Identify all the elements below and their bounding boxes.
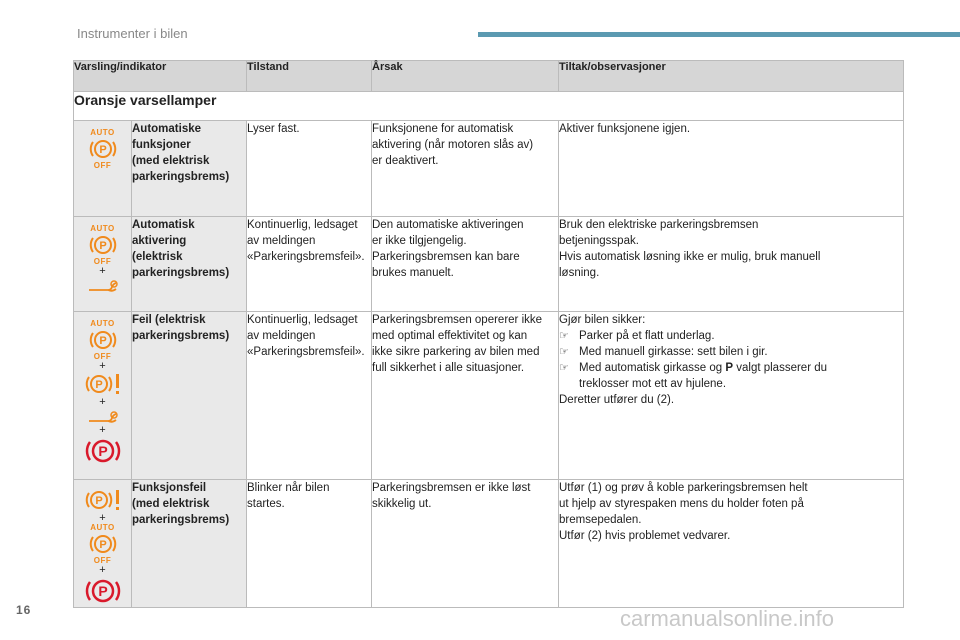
action-line: Utfør (2) hvis problemet vedvarer. [559, 530, 731, 542]
auto-park-brake-icon [89, 328, 117, 352]
cause-cell [372, 312, 559, 480]
svg-text:P: P [98, 335, 107, 347]
svg-text:P: P [98, 144, 107, 156]
svg-text:P: P [98, 539, 107, 551]
indicator-line: Automatisk [132, 219, 195, 231]
cause-line: Funksjonene for automatisk [372, 123, 514, 135]
state-cell [247, 312, 372, 480]
cause-line: med optimal effektivitet og kan [372, 330, 528, 342]
cause-line: Parkeringsbremsen er ikke løst [372, 482, 531, 494]
action-outro: Deretter utfører du (2). [559, 394, 675, 406]
page-header-title: Instrumenter i bilen [77, 26, 188, 41]
indicator-line: parkeringsbrems) [132, 514, 230, 526]
action-line: bremsepedalen. [559, 514, 642, 526]
table-row [74, 217, 904, 312]
auto-label: AUTO [90, 224, 115, 233]
state-line: av meldingen [247, 235, 316, 247]
plus-sign: + [99, 360, 106, 372]
off-label: OFF [93, 556, 112, 565]
bullet-text: valgt plasserer du [733, 362, 828, 374]
park-brake-fault-icon [83, 371, 123, 397]
off-label: OFF [93, 161, 112, 170]
off-label: OFF [93, 352, 112, 361]
plus-sign: + [99, 396, 106, 408]
column-header-cause: Årsak [372, 61, 559, 92]
warning-lamps-table [73, 60, 904, 608]
page-number: 16 [16, 603, 32, 617]
action-line: Hvis automatisk løsning ikke er mulig, bruk manuell [559, 251, 821, 263]
auto-label: AUTO [90, 319, 115, 328]
column-header-action: Tiltak/observasjoner [559, 61, 904, 92]
action-line: betjeningsspak. [559, 235, 639, 247]
cause-cell [372, 480, 559, 608]
auto-label: AUTO [90, 523, 115, 532]
state-text: Lyser fast. [247, 123, 300, 135]
gear-p-label: P [725, 362, 734, 374]
action-cell [559, 121, 904, 217]
action-intro: Gjør bilen sikker: [559, 314, 646, 326]
action-cell [559, 312, 904, 480]
state-line: Kontinuerlig, ledsaget [247, 219, 358, 231]
cause-line: Parkeringsbremsen opererer ikke [372, 314, 543, 326]
table-header-row [74, 61, 904, 92]
column-header-indicator: Varsling/indikator [74, 61, 247, 92]
off-label: OFF [93, 257, 112, 266]
auto-label: AUTO [90, 128, 115, 137]
cause-line: brukes manuelt. [372, 267, 454, 279]
plus-sign: + [99, 564, 106, 576]
state-line: av meldingen [247, 330, 316, 342]
indicator-line: (med elektrisk [132, 155, 210, 167]
indicator-line: parkeringsbrems) [132, 267, 230, 279]
indicator-icon-cell [74, 312, 132, 480]
indicator-icon-cell [74, 217, 132, 312]
section-title: Oransje varsellamper [74, 92, 904, 121]
column-header-state: Tilstand [247, 61, 372, 92]
table-row [74, 121, 904, 217]
action-line: Utfør (1) og prøv å koble parkeringsbremsen helt [559, 482, 808, 494]
bullet-item [559, 360, 903, 392]
bullet-text: treklosser mot ett av hjulene. [579, 378, 727, 390]
action-line: løsning. [559, 267, 600, 279]
state-cell [247, 217, 372, 312]
table-row [74, 312, 904, 480]
bullet-item: ☞ Parker på et flatt underlag. [559, 328, 903, 344]
svg-text:P: P [98, 240, 107, 252]
header-accent-bar [478, 32, 960, 37]
cause-cell [372, 217, 559, 312]
action-cell [559, 480, 904, 608]
indicator-name [132, 121, 247, 217]
cause-line: er ikke tilgjengelig. [372, 235, 467, 247]
indicator-line: (med elektrisk [132, 498, 210, 510]
cause-line: aktivering (når motoren slås av) [372, 139, 534, 151]
action-cell [559, 217, 904, 312]
indicator-line: Automatiske [132, 123, 202, 135]
red-park-brake-icon [83, 575, 123, 607]
state-line: Kontinuerlig, ledsaget [247, 314, 358, 326]
indicator-line: Funksjonsfeil [132, 482, 207, 494]
svg-text:P: P [97, 583, 108, 599]
wrench-icon [86, 276, 120, 294]
indicator-line: funksjoner [132, 139, 191, 151]
section-row [74, 92, 904, 121]
cause-line: full sikkerhet i alle situasjoner. [372, 362, 525, 374]
wrench-icon [86, 407, 120, 425]
cause-line: er deaktivert. [372, 155, 439, 167]
bullet-text: Med automatisk girkasse og [579, 362, 726, 374]
cause-line: Parkeringsbremsen kan bare [372, 251, 520, 263]
state-cell [247, 480, 372, 608]
cause-line: Den automatiske aktiveringen [372, 219, 524, 231]
auto-park-brake-icon [89, 137, 117, 161]
cause-line: skikkelig ut. [372, 498, 432, 510]
action-bullet-list [559, 328, 903, 392]
auto-park-brake-icon [89, 233, 117, 257]
plus-sign: + [99, 424, 106, 436]
bullet-item: ☞ Med manuell girkasse: sett bilen i gir. [559, 344, 903, 360]
svg-text:P: P [94, 495, 103, 507]
indicator-line: (elektrisk [132, 251, 183, 263]
auto-park-brake-icon [89, 532, 117, 556]
park-brake-fault-icon [83, 487, 123, 513]
indicator-name [132, 217, 247, 312]
indicator-name [132, 480, 247, 608]
indicator-icon-cell [74, 480, 132, 608]
indicator-line: Feil (elektrisk [132, 314, 206, 326]
state-line: «Parkeringsbremsfeil». [247, 346, 365, 358]
plus-sign: + [99, 512, 106, 524]
indicator-line: aktivering [132, 235, 187, 247]
svg-text:P: P [97, 443, 108, 459]
action-line: ut hjelp av styrespaken mens du holder foten på [559, 498, 804, 510]
watermark: carmanualsonline.info [620, 606, 835, 631]
state-line: startes. [247, 498, 285, 510]
svg-text:P: P [94, 379, 103, 391]
action-line: Bruk den elektriske parkeringsbremsen [559, 219, 759, 231]
indicator-line: parkeringsbrems) [132, 330, 230, 342]
cause-cell [372, 121, 559, 217]
action-line: Aktiver funksjonene igjen. [559, 123, 691, 135]
indicator-name [132, 312, 247, 480]
plus-sign: + [99, 265, 106, 277]
cause-line: ikke sikre parkering av bilen med [372, 346, 540, 358]
red-park-brake-icon [83, 435, 123, 467]
state-cell [247, 121, 372, 217]
indicator-icon-cell [74, 121, 132, 217]
state-line: «Parkeringsbremsfeil». [247, 251, 365, 263]
table-row [74, 480, 904, 608]
state-line: Blinker når bilen [247, 482, 330, 494]
indicator-line: parkeringsbrems) [132, 171, 230, 183]
